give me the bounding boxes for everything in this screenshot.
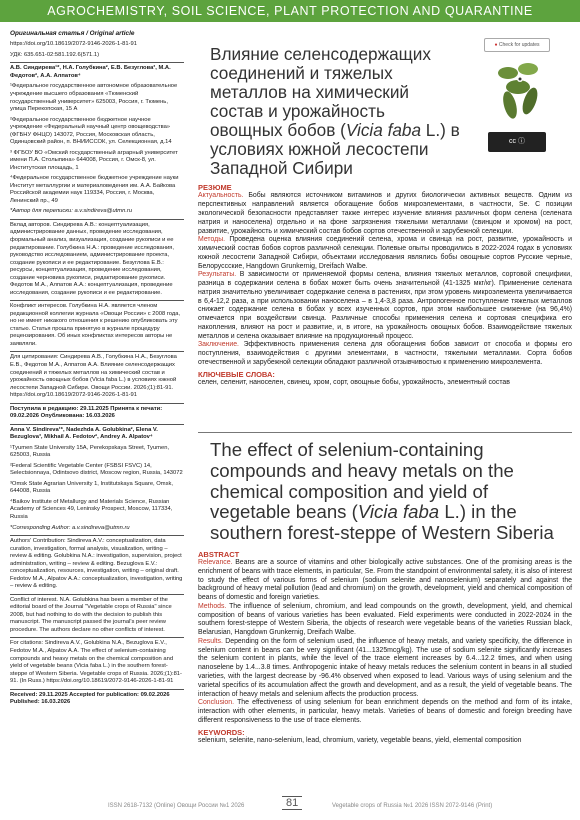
- relevance-label-ru: Актуальность.: [198, 192, 244, 200]
- abstract-heading-ru: РЕЗЮМЕ: [198, 183, 232, 193]
- correspondence-ru: *Автор для переписки: a.v.sindireva@utmn.ru: [10, 208, 133, 215]
- results-text-ru: В зависимости от применяемой формы селена, влияния тяжелых металлов, сортовой специфики, разница в содержании селена в бобах может быть очень значительной (41-1325 мкг/кг). Применение селената натрия значительно увеличивает содержание селена в растениях, при этом уровень микроэлемента увеличивается в 6,4-12,2 раза, а при использовании наноселена – в 1,4-3,8 раза. Антропогенное поступление тяжелых металлов снижает содержание селена в бобах у всех изученных сортов, при этом наибольшее снижение (на 96,4%) отмечается при воздействии свинца. Различные способы применения селена и сортовая специфика его накопления, влияют на рост и развитие, и, в итоге, на урожайность овощных бобов. Взаимодействие тяжелых металлов и селена оказывает влияние на продукционный процесс.: [198, 271, 572, 340]
- bean-plant-image: [490, 57, 546, 127]
- page-number: 81: [282, 796, 302, 810]
- keywords-ru: селен, селенит, наноселен, свинец, хром, сорт, овощные бобы, урожайность, элементный состав: [198, 378, 510, 386]
- conclusion-text-en: The effectiveness of using selenium for bean enrichment depends on the method and form of its intake, interaction with other elements, in particular, heavy metals. Varieties of beans of domestic and foreign breeding have different responsiveness to the use of trace elements.: [198, 699, 572, 724]
- authors-en: Anna V. Sindireva¹*, Nadezhda A. Golubkina², Elena V. Bezuglova³, Mikhail A. Fedotov², Andrey A. Alpatov⁴: [10, 426, 158, 441]
- abstract-ru: [198, 192, 572, 367]
- affiliation-3-en: ³Omsk State Agrarian University 1, Institutskaya Square, Omsk, 644008, Russia: [10, 480, 174, 495]
- check-updates-label: Check for updates: [498, 42, 540, 48]
- correspondence-en: *Corresponding Author: a.v.sindireva@utmn.ru: [10, 524, 130, 531]
- abstract-en: [198, 559, 572, 726]
- title-ru-part1: Влияние селенсодержащих соединений и тяжелых металлов на химический состав и урожайность овощных бобов (: [210, 44, 431, 140]
- methods-text-en: The influence of selenium, chromium, and lead compounds on the growth, development, yield, and chemical composition of beans of various varieties has been evaluated. Field experiments were conducted in 2022-2024 in the southern forest-steppe of Western Siberia, the objects of research were vegetable beans of the varieties Russian black, Belarusian, Hangdown Grunkernig, Dreifach Walbe.: [198, 602, 572, 637]
- affiliation-2-ru: ²Федеральное государственное бюджетное научное учреждение «Федеральный научный центр овощеводства» (ФГБНУ ФНЦО) 143072, Россия, Московская область, Одинцовский район, п. ВНИИССОК, ул. Селекционная, д.14: [10, 116, 172, 146]
- abstract-heading-en: ABSTRACT: [198, 550, 240, 560]
- footer-left: ISSN 2618-7132 (Online) Овощи России №1 2026: [108, 803, 245, 809]
- footer-right: Vegetable crops of Russia №1 2026 ISSN 2072-9146 (Print): [332, 803, 493, 809]
- conflict-en: Conflict of interest. N.A. Golubkina has been a member of the editorial board of the Journal "Vegetable crops of Russia" since 2008, but had nothing to do with the decision to publish this manuscript. The manuscript passed the journal's peer review procedure. The authors declare no other conflicts of interest.: [10, 594, 184, 635]
- conclusion-label-ru: Заключение.: [198, 341, 239, 349]
- title-ru-species: Vicia faba: [345, 119, 422, 140]
- article-title-ru: [210, 45, 460, 177]
- citation-en: For citations: Sindireva A.V., Golubkina N.A., Bezuglova E.V., Fedotov M.A., Alpatov A.A. The effect of selenium-containing compounds and heavy metals on the chemical composition and yield of vegetable beans (Vicia faba L.) in the southern forest-steppe of Western Siberia. Vegetable crops of Russia. 2026;(1):81-91. (In Russ.) https://doi.org/10.18619/2072-9146-2026-1-81-91: [10, 637, 184, 685]
- results-text-en: Depending on the form of selenium used, the influence of heavy metals, and variety specificity, the difference in selenium content in beans can be very significant (41...1325mcg/kg). The use of sodium selenite significantly increases the selenium content in plants, while the level of the trace element increases by 6.4...12.2 times, and when using nanoselene by 1.4...3.8 times. Anthropogenic intake of heavy metals reduces the selenium content in beans in all studied varieties, with the largest decrease by -96.4% observed when exposed to lead. Various ways of using selenium and the varietal specifics of its accumulation affect the growth and development, and as a result, the yield of vegetable beans. The interaction of heavy metals and selenium affects the production process.: [198, 637, 572, 698]
- methods-label-en: Methods.: [198, 602, 227, 610]
- results-label-ru: Результаты.: [198, 271, 237, 279]
- title-ru-part2: L.) в условиях южной лесостепи Западной Сибири: [210, 119, 460, 178]
- page-footer: [0, 797, 580, 812]
- methods-label-ru: Методы.: [198, 236, 226, 244]
- russian-section: [198, 30, 572, 388]
- relevance-text-ru: Бобы являются источником витаминов и других биологически активных веществ. Одним из перспективных направлений является обогащение бобов микроэлементами, в частности, Se. С позиции экологической безопасности представляет также интерес изучение влияния различных форм селена (селената натрия и наноселена) отдельно и на фоне загрязнения тяжелыми металлами (свинцом и хромом) на рост, развитие, урожайность и химический состав бобов сортов отечественной и зарубежной селекции.: [198, 192, 572, 235]
- udc-code: УДК: 635.651-02:581.192.6(571.1): [10, 51, 100, 58]
- relevance-label-en: Relevance.: [198, 559, 233, 567]
- title-en-part1: The effect of selenium-containing compounds and heavy metals on the chemical composition and yield of vegetable beans (: [210, 439, 514, 523]
- keywords-en: selenium, selenite, nano-selenium, lead, chromium, variety, vegetable beans, yield, elemental composition: [198, 736, 522, 744]
- article-type: Оригинальная статья / Original article: [10, 30, 135, 37]
- citation-ru: Для цитирования: Синдирева А.В., Голубкина Н.А., Безуглова Е.В., Федотов М.А., Алпатов А.А. Влияние селенсодержащих соединений и тяжелых металлов на химический состав и урожайность овощных бобов (Vicia faba L.) в условиях южной лесостепи Западной Сибири. Овощи России. 2026;(1):81-91. https://doi.org/10.18619/2072-9146-2026-1-81-91: [10, 351, 184, 399]
- dates-ru: Поступила в редакцию: 29.11.2025 Принята к печати: 09.02.2026 Опубликована: 16.03.2026: [10, 405, 163, 420]
- contribution-ru: Вклад авторов. Синдирева А.В.: концептуализация, администрирование данных, проведение исследования, формальный анализ, визуализация, создание рукописи и ее редактирование. Голубкина Н.А.: проведение исследования, руководство исследованием, администрирование проекта, создание рукописи и ее редактирование. Безуглова Е.В.: ресурсы, концептуализация, проведение исследования, создание черновика рукописи, редактирование рукописи. Федотов М.А., Алпатов А.А.: концептуализация, проведение исследования, создание рукописи и ее редактирование.: [10, 219, 184, 297]
- journal-section-banner: AGROCHEMISTRY, SOIL SCIENCE, PLANT PROTECTION AND QUARANTINE: [0, 0, 580, 22]
- english-section: [198, 440, 572, 745]
- results-label-en: Results.: [198, 637, 223, 645]
- conclusion-text-ru: Эффективность применения селена для обогащения бобов зависит от способа и формы его поступления, взаимодействия с другими элементами, в частности, тяжелыми металлами. Сорта бобов отечественной и зарубежной селекции обладают различной отзывчивостью к применению микроэлемента.: [198, 341, 572, 366]
- affiliation-4-en: ⁴Baikov Institute of Metallurgy and Materials Science, Russian Academy of Sciences 49, Leninsky Prospect, Moscow, 117334, Russia: [10, 498, 173, 521]
- conflict-ru: Конфликт интересов. Голубкина Н.А. является членом редакционной коллегии журнала «Овощи России» с 2008 года, но не имеет никакого отношения к решению опубликовать эту статью. Статья прошла принятую в журнале процедуру рецензирования. Об иных конфликтах интересов авторы не заявляли.: [10, 300, 184, 348]
- keywords-heading-ru: КЛЮЧЕВЫЕ СЛОВА:: [198, 369, 275, 379]
- affiliation-2-en: ²Federal Scientific Vegetable Center (FSBSI FSVC) 14, Selectsionnaya, Odintsovo district, Moscow region, Russia, 143072: [10, 462, 183, 477]
- affiliation-3-ru: ³ ФГБОУ ВО «Омский государственный аграрный университет имени П.А. Столыпина» 644008, Россия, г. Омск-8, ул. Институтская площадь, 1: [10, 149, 178, 171]
- authors-ru: А.В. Синдирева¹*, Н.А. Голубкина², Е.В. Безуглова³, М.А. Федотов², А.А. Алпатов⁴: [10, 65, 171, 79]
- title-en-part2: L.) in the southern forest-steppe of Western Siberia: [210, 501, 554, 544]
- methods-text-ru: Проведена оценка влияния соединений селена, хрома и свинца на рост, развитие, урожайность и химический состав бобов сортов различной селекции. Полевые опыты проводились в 2022-2024 годах в условиях южной лесостепи Западной Сибири, объектами исследования являлись бобы овощные сортов Русские черные, Белоруссские, Hangdown Grunkernig, Dreifach Walbe.: [198, 236, 572, 270]
- doi-link[interactable]: https://doi.org/10.18619/2072-9146-2026-1-81-91: [10, 41, 137, 48]
- title-en-species: Vicia faba: [357, 501, 440, 523]
- crossmark-icon: ●: [494, 42, 498, 48]
- contribution-en: Authors' Contribution: Sindireva A.V.: conceptualization, data curation, investigation, formal analysis, visualization, writing – review & editing. Golubkina N.A.: investigation, supervision, project administration, writing – review & editing. Bezuglova E.V.: conceptualization, resources, investigation, writing – original draft. Fedotov M.A., Alpatov A.A.: conceptualization, investigation, writing – review & editing.: [10, 535, 184, 591]
- affiliation-1-ru: ¹Федеральное государственное автономное образовательное учреждение высшего образования «Тюменский государственный университет» 625003, Россия, г. Тюмень, улица Перекопская, 15 А: [10, 83, 178, 113]
- conclusion-label-en: Conclusion.: [198, 699, 235, 707]
- dates-en: Received: 29.11.2025 Accepted for publication: 09.02.2026 Published: 16.03.2026: [10, 691, 170, 706]
- relevance-text-en: Beans are a source of vitamins and other biologically active substances. One of the promising areas is the enrichment of beans with trace elements, in particular, Se. From the standpoint of environmental safety, it is also of interest to study the effect of various forms of selenium (sodium selenite and nanoselenium) separately and against the background of heavy metal pollution (lead and chromium) on the growth, development, yield and chemical composition of beans of domestic and foreign varieties.: [198, 559, 572, 602]
- article-title-en: [210, 440, 572, 544]
- affiliation-1-en: ¹Tyumen State University 15A, Perekopskaya Street, Tyumen, 625003, Russia: [10, 444, 170, 459]
- affiliation-4-ru: ⁴Федеральное государственное бюджетное учреждение науки Институт металлургии и материаловедения им. А.А. Байкова Российской академии наук 119334, Россия, г. Москва, Ленинский пр., 49: [10, 175, 179, 204]
- cc-license-icon[interactable]: cc ⓘ: [488, 132, 546, 152]
- article-metadata-sidebar: [0, 30, 190, 785]
- keywords-heading-en: KEYWORDS:: [198, 727, 245, 737]
- check-updates-badge[interactable]: [484, 38, 550, 52]
- section-divider: [198, 432, 572, 433]
